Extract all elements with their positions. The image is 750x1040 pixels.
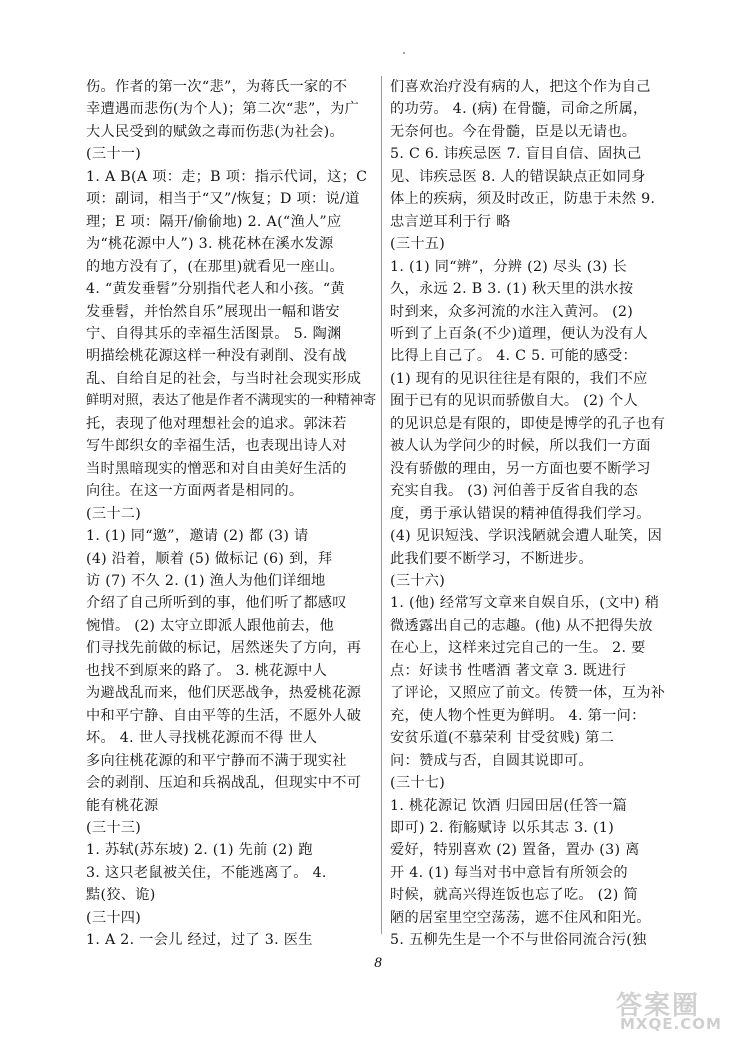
text-line: 能有桃花源: [86, 797, 159, 814]
text-line: 1. 桃花源记 饮酒 归园田居(任答一篇: [390, 797, 628, 814]
text-line: 被人认为学问少的时候，所以我们一方面: [390, 438, 651, 455]
text-line: 无奈何也。今在骨髓，臣是以无请也。: [390, 123, 637, 140]
scan-speck: [403, 52, 405, 54]
watermark-logo-text: 答案圈: [616, 991, 701, 1021]
text-line: 为避战乱而来，他们厌恶战争，热爱桃花源: [86, 685, 362, 702]
column-divider: [381, 76, 382, 934]
right-column: [390, 76, 680, 952]
text-line: 幸遭遇而悲伤(为个人)；第二次“悲”，为广: [86, 101, 360, 118]
text-line: 1. (1) 同“邀”，邀请 (2) 都 (3) 请: [86, 528, 309, 545]
text-line: 久，永远 2. B 3. (1) 秋天里的洪水按: [390, 281, 634, 298]
text-line: 惋惜。 (2) 太守立即派人跟他前去，他: [86, 617, 334, 634]
text-line: 时候，就高兴得连饭也忘了吃。 (2) 简: [390, 887, 638, 904]
text-line: 4. “黄发垂髫”分别指代老人和小孩。“黄: [86, 281, 345, 298]
text-line: 1. (他) 经常写文章来自娱自乐，(文中) 稍: [390, 595, 660, 612]
section-heading: (三十二): [86, 505, 142, 522]
text-line: 理；E 项：隔开/偷偷地) 2. A(“渔人”应: [86, 213, 342, 230]
text-line: 1. 苏轼(苏东坡) 2. (1) 先前 (2) 跑: [86, 842, 313, 859]
text-line: 开 4. (1) 每当对书中意旨有所领会的: [390, 864, 628, 881]
text-line: 充实自我。 (3) 河伯善于反省自我的态: [390, 483, 638, 500]
section-heading: (三十一): [86, 146, 142, 163]
text-line: 项：副词，相当于“又”/恢复；D 项：说/道: [86, 191, 360, 208]
text-line: 中和平宁静、自由平等的生活，不愿外人破: [86, 707, 362, 724]
section-heading: (三十六): [390, 572, 446, 589]
text-line: 1. A B(A 项：走；B 项：指示代词，这；C: [86, 168, 368, 185]
text-line: 陋的居室里空空荡荡，遮不住风和阳光。: [390, 909, 651, 926]
page-number: 8: [374, 955, 382, 971]
text-line: 为“桃花源中人”) 3. 桃花林在溪水发源: [86, 236, 334, 253]
text-line: 也找不到原来的路了。 3. 桃花源中人: [86, 662, 328, 679]
text-line: 爱好，特别喜欢 (2) 置备，置办 (3) 离: [390, 842, 640, 859]
text-line: 安贫乐道(不慕荣利 甘受贫贱) 第二: [390, 730, 615, 747]
text-line: 宁、自得其乐的幸福生活图景。 5. 陶渊: [86, 325, 342, 342]
text-line: 见、讳疾忌医 8. 人的错误缺点正如同身: [390, 168, 646, 185]
text-line: 向往。在这一方面两者是相同的。: [86, 483, 304, 500]
text-line: 5. 五柳先生是一个不与世俗同流合污(独: [390, 932, 647, 949]
text-line: 黠(狡、诡): [86, 887, 156, 904]
text-line: 体上的疾病，须及时改正，防患于未然 9.: [390, 191, 656, 208]
text-line: 了评论，又照应了前文。传赞一体，互为补: [390, 685, 666, 702]
text-line: 此我们要不断学习，不断进步。: [390, 550, 593, 567]
text-line: 时到来，众多河流的水注入黄河。 (2): [390, 303, 634, 320]
text-line: (4) 沿着，顺着 (5) 做标记 (6) 到，拜: [86, 550, 333, 567]
text-line: 3. 这只老鼠被关住，不能逃离了。 4.: [86, 864, 327, 881]
text-line: 点：好读书 性嗜酒 著文章 3. 既进行: [390, 662, 627, 679]
text-line: 们寻找先前做的标记，居然迷失了方向，再: [86, 640, 362, 657]
text-line: 微透露出自己的志趣。(他) 从不把得失放: [390, 617, 653, 634]
text-line: 们喜欢治疗没有病的人，把这个作为自己: [390, 79, 651, 95]
text-line: 坏。 4. 世人寻找桃花源而不得 世人: [86, 730, 318, 747]
text-line: 鲜明对照，表达了他是作者不满现实的一种精神寄: [86, 393, 376, 409]
text-line: 的功劳。 4. (病) 在骨髓，司命之所属，: [390, 101, 648, 118]
text-line: 比得上自己了。 4. C 5. 可能的感受：: [390, 348, 638, 365]
watermark-site: MXQE.COM: [620, 1015, 722, 1033]
text-line: 访 (7) 不久 2. (1) 渔人为他们详细地: [86, 572, 326, 589]
text-line: 5. C 6. 讳疾忌医 7. 盲目自信、固执己: [390, 146, 642, 163]
text-line: (1) 现有的见识往往是有限的，我们不应: [390, 370, 648, 387]
text-line: (4) 见识短浅、学识浅陋就会遭人耻笑，因: [390, 528, 663, 545]
text-line: 介绍了自己所听到的事，他们听了都感叹: [86, 595, 347, 612]
text-line: 乱、自给自足的社会，与当时社会现实形成: [86, 370, 362, 387]
text-line: 的地方没有了，(在那里)就看见一座山。: [86, 258, 344, 275]
text-line: 1. (1) 同“辨”，分辨 (2) 尽头 (3) 长: [390, 258, 627, 275]
text-line: 伤。作者的第一次“悲”，为蒋氏一家的不: [86, 79, 348, 95]
text-line: 大人民受到的赋敛之毒而伤悲(为社会)。: [86, 123, 344, 140]
text-line: 多向往桃花源的和平宁静而不满于现实社: [86, 752, 347, 769]
text-line: 度，勇于承认错误的精神值得我们学习。: [390, 505, 651, 522]
section-heading: (三十七): [390, 775, 446, 792]
text-line: 没有骄傲的理由，另一方面也要不断学习: [390, 460, 651, 477]
text-line: 充，使人物个性更为鲜明。 4. 第一问：: [390, 707, 646, 724]
text-line: 即可) 2. 衔觞赋诗 以乐其志 3. (1): [390, 819, 615, 836]
text-line: 在心上，这样来过完自己的一生。 2. 要: [390, 640, 646, 657]
text-line: 囿于已有的见识而骄傲自大。 (2) 个人: [390, 393, 638, 410]
text-line: 会的剥削、压迫和兵祸战乱，但现实中不可: [86, 775, 362, 792]
text-line: 的见识总是有限的，即使是博学的孔子也有: [390, 415, 666, 432]
watermark-logo: [610, 985, 740, 1035]
text-line: 1. A 2. 一会儿 经过，过了 3. 医生: [86, 932, 313, 949]
section-heading: (三十三): [86, 819, 142, 836]
left-column: [86, 76, 376, 952]
text-line: 当时黑暗现实的憎恶和对自由美好生活的: [86, 460, 347, 477]
text-line: 写牛郎织女的幸福生活，也表现出诗人对: [86, 438, 347, 455]
text-line: 问：赞成与否，自圆其说即可。: [390, 752, 593, 769]
text-line: 听到了上百条(不少)道理，便认为没有人: [390, 325, 648, 342]
text-line: 忠言逆耳利于行 略: [390, 213, 511, 230]
text-line: 明描绘桃花源这样一种没有剥削、没有战: [86, 348, 347, 365]
text-line: 发垂髫，并怡然自乐”展现出一幅和谐安: [86, 303, 340, 320]
text-line: 托，表现了他对理想社会的追求。郭沫若: [86, 415, 347, 432]
section-heading: (三十五): [390, 236, 446, 253]
section-heading: (三十四): [86, 909, 142, 926]
